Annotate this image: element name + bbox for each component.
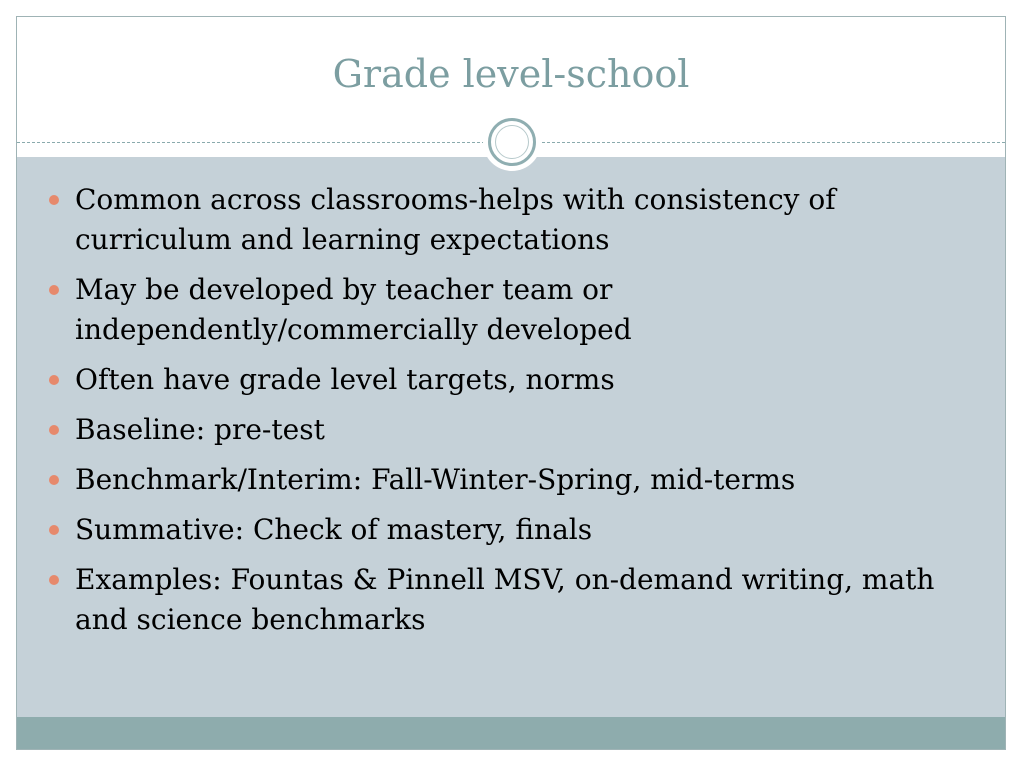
bullet-icon	[49, 525, 59, 535]
bullet-text: Baseline: pre-test	[75, 413, 325, 446]
bullet-icon	[49, 195, 59, 205]
bullet-text: Examples: Fountas & Pinnell MSV, on-demand writing, math and science benchmarks	[75, 563, 935, 636]
bottom-band	[17, 717, 1005, 750]
slide-title: Grade level-school	[332, 52, 690, 96]
bullet-item	[49, 560, 969, 640]
bullet-item	[49, 360, 969, 400]
bullet-text: Summative: Check of mastery, finals	[75, 513, 593, 546]
bullet-item	[49, 410, 969, 450]
slide	[16, 16, 1006, 750]
bullet-item	[49, 180, 969, 260]
bullet-list	[49, 180, 969, 650]
bullet-item	[49, 270, 969, 350]
circle-ornament-inner	[495, 125, 529, 159]
bullet-icon	[49, 425, 59, 435]
bullet-icon	[49, 575, 59, 585]
bullet-icon	[49, 285, 59, 295]
bullet-text: Common across classrooms-helps with consistency of curriculum and learning expectations	[75, 183, 836, 256]
bullet-text: Often have grade level targets, norms	[75, 363, 615, 396]
bullet-icon	[49, 375, 59, 385]
bullet-icon	[49, 475, 59, 485]
bullet-item	[49, 510, 969, 550]
bullet-item	[49, 460, 969, 500]
bullet-text: Benchmark/Interim: Fall-Winter-Spring, mid-terms	[75, 463, 796, 496]
bullet-text: May be developed by teacher team or independently/commercially developed	[75, 273, 632, 346]
